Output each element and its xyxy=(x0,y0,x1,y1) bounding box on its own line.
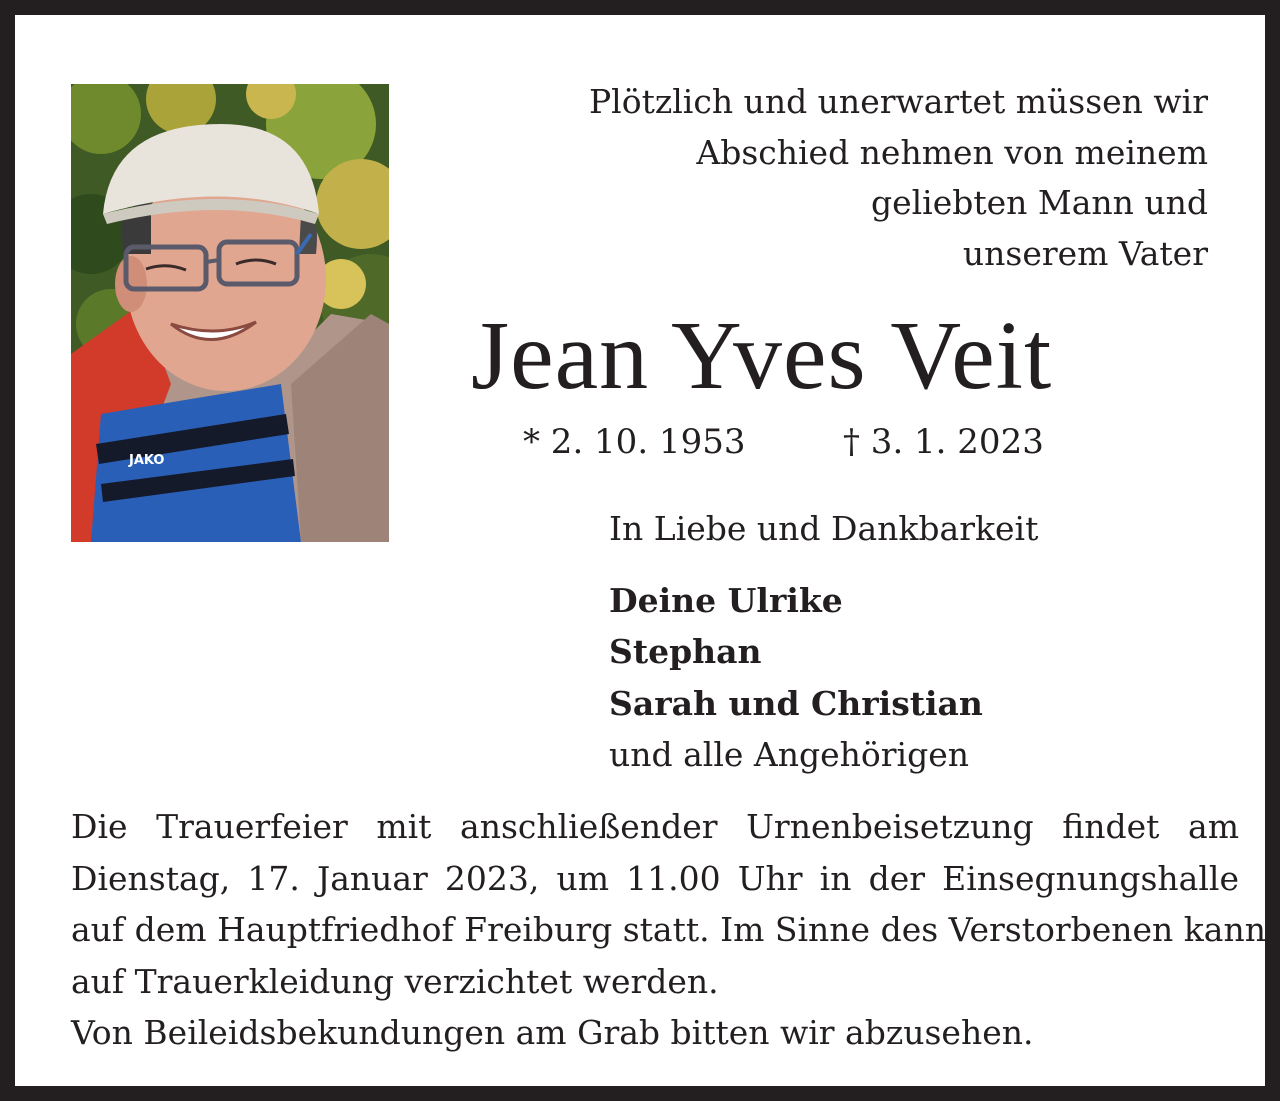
mourner-name: Deine Ulrike xyxy=(609,580,843,620)
notice-line: auf Trauerkleidung verzichtet werden. xyxy=(71,961,719,1001)
mourner-name: Sarah und Christian xyxy=(609,683,983,723)
jacket-brand-logo: JAKO xyxy=(129,453,165,468)
dedication-text: In Liebe und Dankbarkeit xyxy=(609,509,1039,548)
birth-date: * 2. 10. 1953 xyxy=(523,422,746,462)
portrait-photo xyxy=(71,84,389,542)
notice-line: auf dem Hauptfriedhof Freiburg statt. Im Sinne des Verstorbenen kann xyxy=(71,910,1266,949)
intro-line: Plötzlich und unerwartet müssen wir xyxy=(588,82,1208,121)
intro-text xyxy=(508,77,1208,279)
mourners-block xyxy=(609,503,1038,781)
spacer xyxy=(609,555,1038,575)
deceased-name: Jean Yves Veit xyxy=(471,302,1053,410)
funeral-notice xyxy=(71,801,1266,1059)
intro-line: unserem Vater xyxy=(962,233,1208,273)
notice-line: Von Beileidsbekundungen am Grab bitten wir abzusehen. xyxy=(71,1013,1034,1052)
death-date: † 3. 1. 2023 xyxy=(843,422,1044,462)
notice-line: Dienstag, 17. Januar 2023, um 11.00 Uhr in der Einsegnungshalle xyxy=(71,858,1239,898)
notice-line: Die Trauerfeier mit anschließender Urnenbeisetzung findet am xyxy=(71,807,1239,846)
intro-line: geliebten Mann und xyxy=(870,183,1208,222)
mourner-name: Stephan xyxy=(609,632,762,671)
relatives-text: und alle Angehörigen xyxy=(609,735,970,774)
intro-line: Abschied nehmen von meinem xyxy=(696,132,1208,172)
